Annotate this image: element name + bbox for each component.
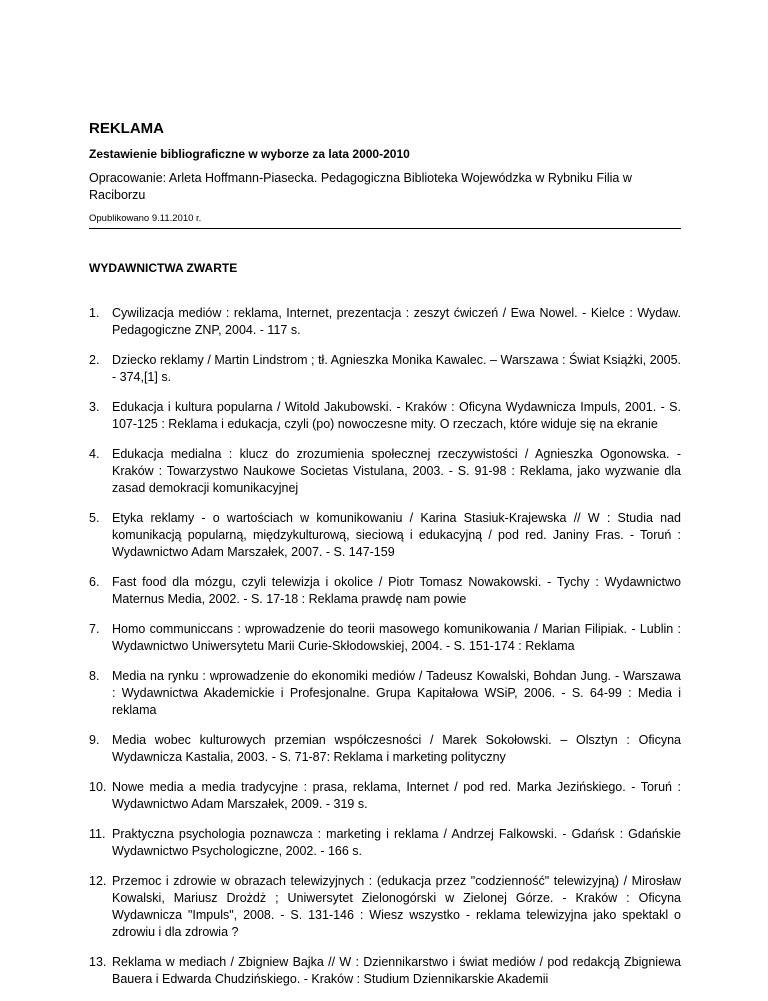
entry-text: Edukacja medialna : klucz do zrozumienia społecznej rzeczywistości / Agnieszka Ogonowska. - Kraków : Towarzystwo Naukowe Societas Vistulana, 2003. - S. 91-98 : Reklama, jako wyzwanie dla zasad demokracji komunikacyjnej (112, 447, 681, 495)
entry-number: 1. (89, 306, 100, 320)
author-line: Opracowanie: Arleta Hoffmann-Piasecka. Pedagogiczna Biblioteka Wojewódzka w Rybniku Filia w Raciborzu (89, 171, 632, 202)
entry-text: Praktyczna psychologia poznawcza : marketing i reklama / Andrzej Falkowski. - Gdańsk : Gdańskie Wydawnictwo Psychologiczne, 2002. - 166 s. (112, 827, 681, 858)
bibliography-list (89, 305, 681, 1001)
entry-number: 9. (89, 733, 100, 747)
bibliography-entry (89, 510, 681, 561)
bibliography-entry (89, 352, 681, 386)
entry-text: Edukacja i kultura popularna / Witold Jakubowski. - Kraków : Oficyna Wydawnicza Impuls, 2001. - S. 107-125 : Reklama i edukacja, czyli (po) nowoczesne mity. O rzeczach, które widuje się na ekranie (112, 400, 681, 431)
entry-text: Nowe media a media tradycyjne : prasa, reklama, Internet / pod red. Marka Jezińskiego. - Toruń : Wydawnictwo Adam Marszałek, 2009. - 319 s. (112, 780, 681, 811)
bibliography-entry (89, 574, 681, 608)
entry-number: 5. (89, 511, 100, 525)
entry-number: 7. (89, 622, 100, 636)
entry-text: Media na rynku : wprowadzenie do ekonomiki mediów / Tadeusz Kowalski, Bohdan Jung. - Warszawa : Wydawnictwa Akademickie i Profesjonalne. Grupa Kapitałowa WSiP, 2006. - S. 64-99 : Media i reklama (112, 669, 681, 717)
entry-text: Przemoc i zdrowie w obrazach telewizyjnych : (edukacja przez "codzienność" telewizyjną) / Mirosław Kowalski, Mariusz Drożdż ; Uniwersytet Zielonogórski w Zielonej Górze. - Kraków : Oficyna Wydawnicza "Impuls", 2008. - S. 131-146 : Wiesz wszystko - reklama telewizyjna jako spektakl o zdrowiu i dla zdrowia ? (112, 874, 681, 939)
entry-text: Dziecko reklamy / Martin Lindstrom ; tł. Agnieszka Monika Kawalec. – Warszawa : Świat Książki, 2005. - 374,[1] s. (112, 353, 681, 384)
header-divider (89, 228, 681, 229)
entry-number: 4. (89, 447, 100, 461)
bibliography-entry (89, 954, 681, 988)
publication-date: Opublikowano 9.11.2010 r. (89, 213, 202, 224)
bibliography-entry (89, 621, 681, 655)
document-header (89, 120, 681, 225)
entry-number: 2. (89, 353, 100, 367)
bibliography-entry (89, 305, 681, 339)
entry-text: Cywilizacja mediów : reklama, Internet, prezentacja : zeszyt ćwiczeń / Ewa Nowel. - Kielce : Wydaw. Pedagogiczne ZNP, 2004. - 117 s. (112, 306, 681, 337)
entry-text: Fast food dla mózgu, czyli telewizja i okolice / Piotr Tomasz Nowakowski. - Tychy : Wydawnictwo Maternus Media, 2002. - S. 17-18 : Reklama prawdę nam powie (112, 575, 681, 606)
entry-number: 12. (89, 874, 107, 888)
entry-number: 8. (89, 669, 100, 683)
entry-number: 6. (89, 575, 100, 589)
entry-number: 3. (89, 400, 100, 414)
section-title: WYDAWNICTWA ZWARTE (89, 261, 238, 275)
entry-text: Homo communiccans : wprowadzenie do teorii masowego komunikowania / Marian Filipiak. - Lublin : Wydawnictwo Uniwersytetu Marii Curie-Skłodowskiej, 2004. - S. 151-174 : Reklama (112, 622, 681, 653)
entry-text: Media wobec kulturowych przemian współczesności / Marek Sokołowski. – Olsztyn : Oficyna Wydawnicza Kastalia, 2003. - S. 71-87: Reklama i marketing polityczny (112, 733, 681, 764)
document-subtitle: Zestawienie bibliograficzne w wyborze za lata 2000-2010 (89, 147, 410, 161)
entry-number: 13. (89, 955, 107, 969)
bibliography-entry (89, 732, 681, 766)
entry-number: 10. (89, 780, 107, 794)
bibliography-entry (89, 873, 681, 941)
document-title: REKLAMA (89, 120, 164, 137)
entry-text: Reklama w mediach / Zbigniew Bajka // W : Dziennikarstwo i świat mediów / pod redakcją Zbigniewa Bauera i Edwarda Chudzińskiego. - Kraków : Studium Dziennikarskie Akademii (112, 955, 681, 986)
bibliography-entry (89, 826, 681, 860)
bibliography-entry (89, 779, 681, 813)
entry-number: 11. (89, 827, 106, 841)
bibliography-entry (89, 446, 681, 497)
bibliography-entry (89, 399, 681, 433)
bibliography-entry (89, 668, 681, 719)
entry-text: Etyka reklamy - o wartościach w komunikowaniu / Karina Stasiuk-Krajewska // W : Studia nad komunikacją popularną, międzykulturową, sieciową i edukacyjną / pod red. Janiny Fras. - Toruń : Wydawnictwo Adam Marszałek, 2007. - S. 147-159 (112, 511, 681, 559)
